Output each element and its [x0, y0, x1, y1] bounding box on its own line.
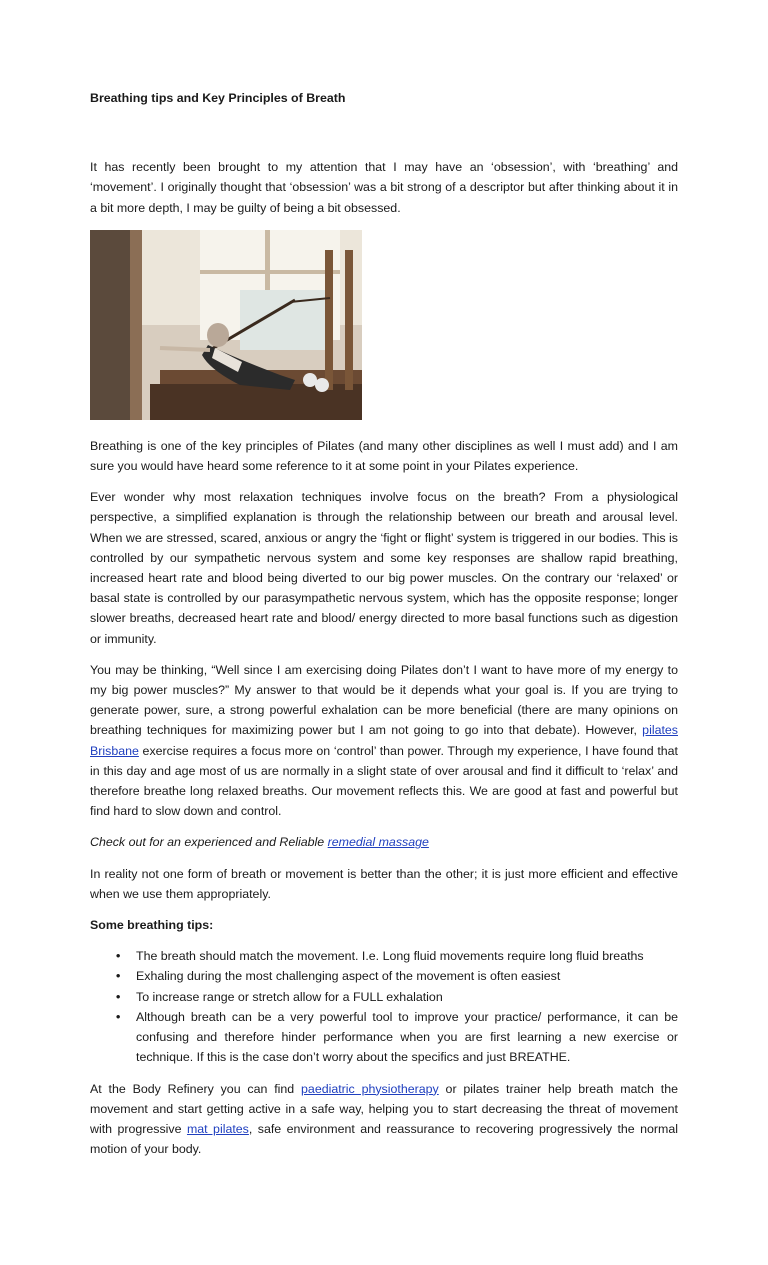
link-mat-pilates[interactable]: mat pilates	[186, 1121, 249, 1136]
closing-text-3: , safe environment and reassurance to recovering progressively the normal motion of your body.	[90, 1121, 679, 1157]
paragraph-power-text-before: You may be thinking, “Well since I am exercising doing Pilates don’t I want to have more of my energy to my big power muscles?” My answer to that would be it depends what your goal is. If you are trying to generate power, sure, a strong powerful exhalation can be more beneficial (there are many opinions on breathing techniques for maximizing power but I am not going to go into that debate). However,	[90, 662, 678, 738]
document-body	[90, 88, 678, 1170]
pilates-reformer-photo	[90, 230, 362, 420]
paragraph-power	[90, 660, 678, 822]
document-title: Breathing tips and Key Principles of Breath	[90, 91, 346, 105]
paragraph-reality: In reality not one form of breath or movement is better than the other; it is just more efficient and effective when we use them appropriately.	[90, 866, 678, 901]
tips-list	[90, 946, 678, 1067]
link-remedial-massage[interactable]: remedial massage	[327, 835, 429, 850]
intro-paragraph: It has recently been brought to my attention that I may have an ‘obsession’, with ‘breathing’ and ‘movement’. I originally thought that ‘obsession’ was a bit strong of a descriptor but after thinking about it in a bit more depth, I may be guilty of being a bit obsessed.	[90, 160, 678, 215]
tips-heading: Some breathing tips:	[90, 918, 214, 933]
link-pilates-brisbane[interactable]: pilates Brisbane	[90, 723, 678, 758]
link-paediatric-physiotherapy[interactable]: paediatric physiotherapy	[301, 1081, 439, 1096]
callout-text: Check out for an experienced and Reliable	[90, 835, 328, 850]
tip-item: • To increase range or stretch allow for a FULL exhalation	[136, 987, 678, 1007]
tip-item: • Exhaling during the most challenging aspect of the movement is often easiest	[136, 966, 678, 986]
paragraph-principles: Breathing is one of the key principles of Pilates (and many other disciplines as well I must add) and I am sure you would have heard some reference to it at some point in your Pilates experience.	[90, 438, 678, 474]
tip-item: • Although breath can be a very powerful tool to improve your practice/ performance, it can be confusing and therefore hinder performance when you are first learning a new exercise or technique. If this is the case don’t worry about the specifics and just BREATHE.	[136, 1007, 678, 1068]
paragraph-relaxation: Ever wonder why most relaxation techniques involve focus on the breath? From a physiological perspective, a simplified explanation is through the relationship between our breath and arousal level. When we are stressed, scared, anxious or angry the ‘fight or flight’ system is triggered in our bodies. This is controlled by our sympathetic nervous system and some key responses are shallow rapid breathing, increased heart rate and blood being diverted to our big power muscles. On the contrary our ‘relaxed’ or basal state is controlled by our parasympathetic nervous system, which has the opposite response; longer slower breaths, decreased heart rate and blood/ energy directed to more basal functions such as digestion or immunity.	[90, 490, 678, 646]
closing-text-1: At the Body Refinery you can find	[90, 1081, 302, 1096]
paragraph-power-text-after: exercise requires a focus more on ‘control’ than power. Through my experience, I have found that in this day and age most of us are normally in a slight state of over arousal and find it difficult to ‘relax’ and therefore breathe long relaxed breaths. Our movement reflects this. We are good at fast and powerful but find hard to slow down and control.	[90, 743, 678, 819]
closing-paragraph	[90, 1079, 678, 1160]
tip-item: • The breath should match the movement. I.e. Long fluid movements require long fluid breaths	[136, 946, 678, 966]
callout-paragraph	[90, 832, 678, 852]
closing-text-2: or pilates trainer help breath match the movement and start getting active in a safe way, helping you to start decreasing the threat of movement with progressive	[90, 1081, 678, 1136]
